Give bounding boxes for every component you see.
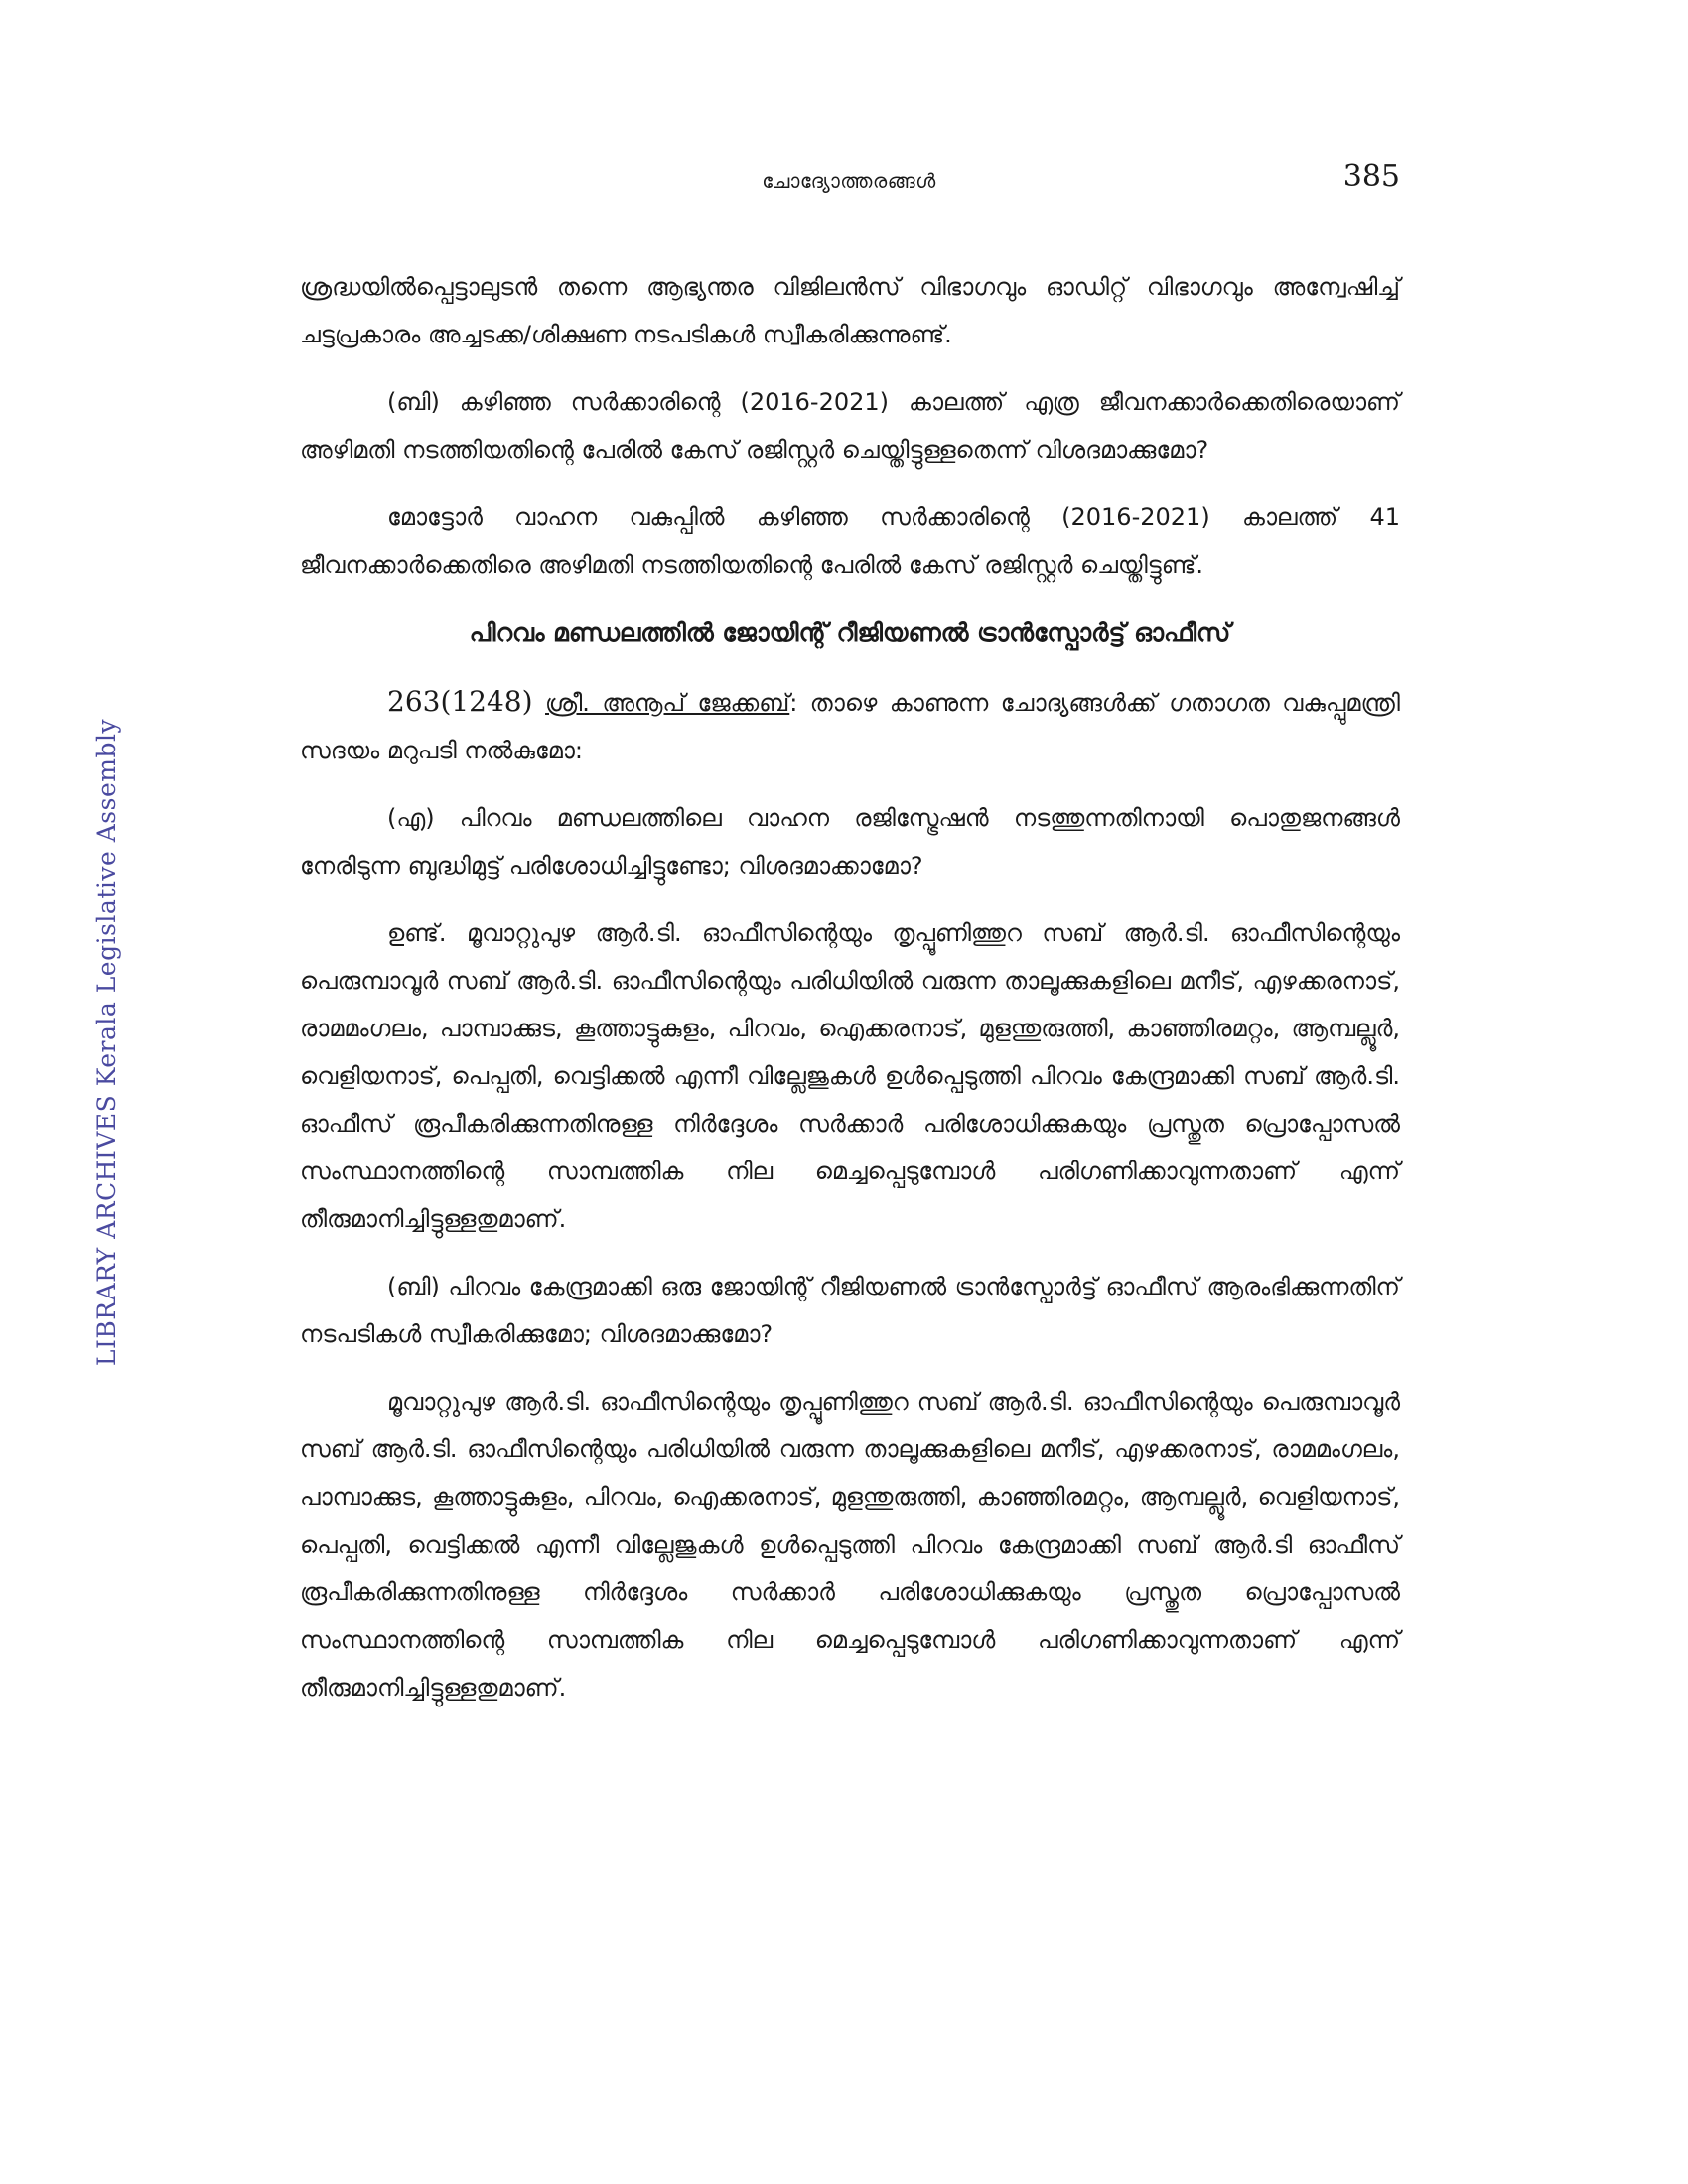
member-name: ശ്രീ. അനൂപ് ജേക്കബ് — [545, 689, 790, 717]
answer-a: ഉണ്ട്. മൂവാറ്റുപുഴ ആർ.ടി. ഓഫീസിന്റെയും തൃപ്പൂണിത്തുറ സബ് ആർ.ടി. ഓഫീസിന്റെയും പെരുമ്പാവൂർ സബ് ആർ.ടി. ഓഫീസിന്റെയും പരിധിയിൽ വരുന്ന താലൂക്കുകളിലെ മനീട്, എഴക്കരനാട്, രാമമംഗലം, പാമ്പാക്കുട, കൂത്താട്ടുകുളം, പിറവം, ഐക്കരനാട്, മുളന്തുരുത്തി, കാഞ്ഞിരമറ്റം, ആമ്പല്ലൂർ, വെളിയനാട്, പെപ്പതി, വെട്ടിക്കൽ എന്നീ വില്ലേജുകൾ ഉൾപ്പെടുത്തി പിറവം കേന്ദ്രമാക്കി സബ് ആർ.ടി. ഓഫീസ് രൂപീകരിക്കുന്നതിനുള്ള നിർദ്ദേശം സർക്കാർ പരിശോധിക്കുകയും പ്രസ്തുത പ്രൊപ്പോസൽ സംസ്ഥാനത്തിന്റെ സാമ്പത്തിക നില മെച്ചപ്പെടുമ്പോൾ പരിഗണിക്കാവുന്നതാണ് എന്ന് തീരുമാനിച്ചിട്ടുള്ളതുമാണ്. — [300, 919, 1400, 1233]
question-number: 263(1248) — [387, 685, 533, 718]
question-intro — [300, 678, 1400, 774]
answer-b: മൂവാറ്റുപുഴ ആർ.ടി. ഓഫീസിന്റെയും തൃപ്പൂണിത്തുറ സബ് ആർ.ടി. ഓഫീസിന്റെയും പെരുമ്പാവൂർ സബ് ആർ.ടി. ഓഫീസിന്റെയും പരിധിയിൽ വരുന്ന താലൂക്കുകളിലെ മനീട്, എഴക്കരനാട്, രാമമംഗലം, പാമ്പാക്കുട, കൂത്താട്ടുകുളം, പിറവം, ഐക്കരനാട്, മുളന്തുരുത്തി, കാഞ്ഞിരമറ്റം, ആമ്പല്ലൂർ, വെളിയനാട്, പെപ്പതി, വെട്ടിക്കൽ എന്നീ വില്ലേജുകൾ ഉൾപ്പെടുത്തി പിറവം കേന്ദ്രമാക്കി സബ് ആർ.ടി ഓഫീസ് രൂപീകരിക്കുന്നതിനുള്ള നിർദ്ദേശം സർക്കാർ പരിശോധിക്കുകയും പ്രസ്തുത പ്രൊപ്പോസൽ സംസ്ഥാനത്തിന്റെ സാമ്പത്തിക നില മെച്ചപ്പെടുമ്പോൾ പരിഗണിക്കാവുന്നതാണ് എന്ന് തീരുമാനിച്ചിട്ടുള്ളതുമാണ്. — [300, 1388, 1400, 1702]
page-body — [300, 263, 1400, 1731]
previous-answer-b: മോട്ടോർ വാഹന വകുപ്പിൽ കഴിഞ്ഞ സർക്കാരിന്റെ (2016-2021) കാലത്ത് 41 ജീവനക്കാർക്കെതിരെ അഴിമതി നടത്തിയതിന്റെ പേരിൽ കേസ് രജിസ്റ്റർ ചെയ്തിട്ടുണ്ട്. — [300, 503, 1400, 579]
running-header — [298, 159, 1400, 208]
question-intro-text: : താഴെ കാണുന്ന ചോദ്യങ്ങൾക്ക് ഗതാഗത വകുപ്പുമന്ത്രി സദയം മറുപടി നൽകുമോ: — [300, 689, 1400, 764]
question-a: (എ) പിറവം മണ്ഡലത്തിലെ വാഹന രജിസ്ട്രേഷൻ നടത്തുന്നതിനായി പൊതുജനങ്ങൾ നേരിടുന്ന ബുദ്ധിമുട്ട് പരിശോധിച്ചിട്ടുണ്ടോ; വിശദമാക്കാമോ? — [300, 804, 1400, 880]
answer-continuation-paragraph: ശ്രദ്ധയിൽപ്പെട്ടാലുടൻ തന്നെ ആഭ്യന്തര വിജിലൻസ് വിഭാഗവും ഓഡിറ്റ് വിഭാഗവും അന്വേഷിച്ച് ചട്ടപ്രകാരം അച്ചടക്ക/ശിക്ഷണ നടപടികൾ സ്വീകരിക്കുന്നുണ്ട്. — [300, 273, 1400, 348]
question-b: (ബി) പിറവം കേന്ദ്രമാക്കി ഒരു ജോയിന്റ് റീജിയണൽ ട്രാൻസ്പോർട്ട് ഓഫീസ് ആരംഭിക്കുന്നതിന് നടപടികൾ സ്വീകരിക്കുമോ; വിശദമാക്കുമോ? — [300, 1273, 1400, 1348]
section-heading: പിറവം മണ്ഡലത്തിൽ ജോയിന്റ് റീജിയണൽ ട്രാൻസ്പോർട്ട് ഓഫീസ് — [469, 618, 1231, 647]
running-title: ചോദ്യോത്തരങ്ങൾ — [762, 169, 936, 193]
archive-watermark: LIBRARY ARCHIVES Kerala Legislative Assembly — [92, 718, 121, 1367]
page-number: 385 — [1342, 159, 1400, 194]
previous-question-b: (ബി) കഴിഞ്ഞ സർക്കാരിന്റെ (2016-2021) കാലത്ത് എത്ര ജീവനക്കാർക്കെതിരെയാണ് അഴിമതി നടത്തിയതിന്റെ പേരിൽ കേസ് രജിസ്റ്റർ ചെയ്തിട്ടുള്ളതെന്ന് വിശദമാക്കുമോ? — [300, 388, 1400, 464]
